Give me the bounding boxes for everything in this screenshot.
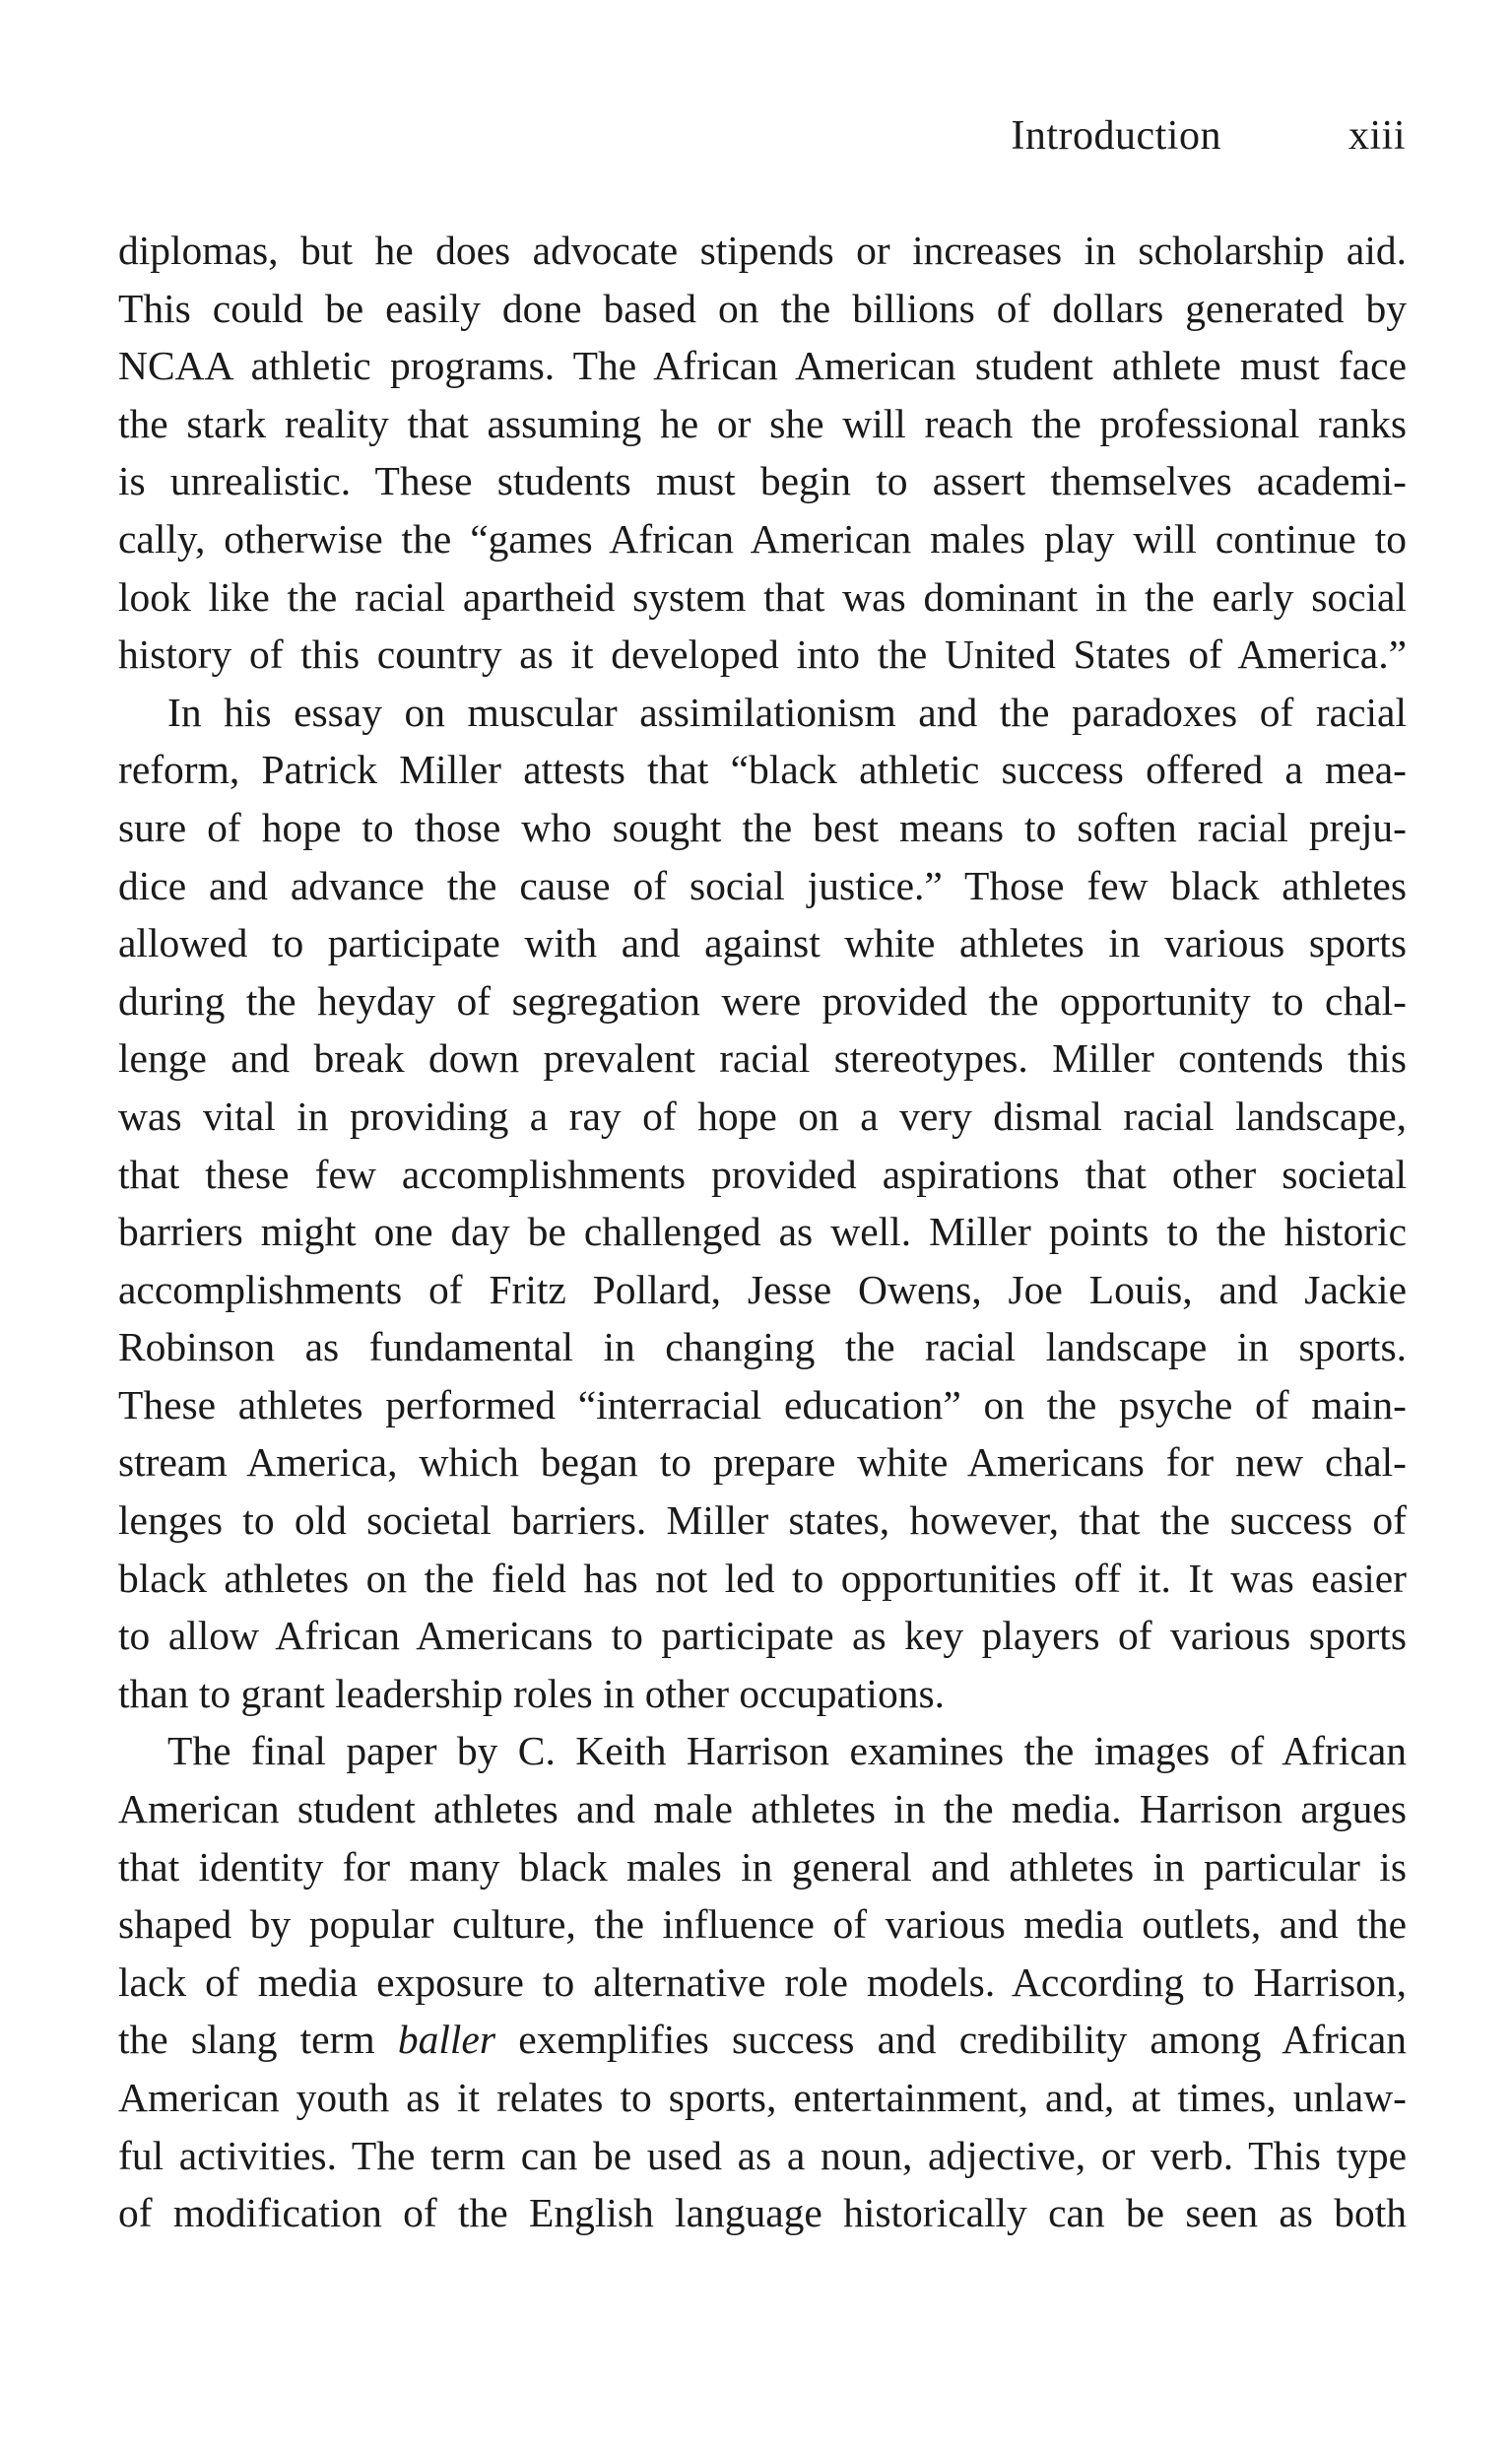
text-line: accomplishments of Fritz Pollard, Jesse Owens, Joe Louis, and Jackie xyxy=(118,1266,1407,1312)
text-line: In his essay on muscular assimilationism and the paradoxes of racial xyxy=(167,689,1407,735)
running-head xyxy=(1011,110,1406,162)
text-line: These athletes performed “interracial education” on the psyche of main- xyxy=(118,1381,1407,1427)
text-line: The final paper by C. Keith Harrison examines the images of African xyxy=(167,1728,1407,1774)
paragraph-1 xyxy=(118,222,1407,684)
text-line: reform, Patrick Miller attests that “black athletic success offered a mea- xyxy=(118,747,1407,793)
text-line: dice and advance the cause of social justice.” Those few black athletes xyxy=(118,862,1407,908)
text-line: stream America, which began to prepare white Americans for new chal- xyxy=(118,1439,1407,1486)
page-number: xiii xyxy=(1348,113,1406,159)
text-line: NCAA athletic programs. The African American student athlete must face xyxy=(118,343,1407,389)
text-line: shaped by popular culture, the influence of various media outlets, and the xyxy=(118,1901,1407,1948)
text-line: is unrealistic. These students must begin to assert themselves academi- xyxy=(118,458,1407,504)
text-line: cally, otherwise the “games African American males play will continue to xyxy=(118,515,1407,562)
text-line: was vital in providing a ray of hope on a very dismal racial landscape, xyxy=(118,1093,1407,1139)
text-line: look like the racial apartheid system that was dominant in the early social xyxy=(118,573,1407,620)
text-line: lenges to old societal barriers. Miller states, however, that the success of xyxy=(118,1497,1407,1544)
text-line: lack of media exposure to alternative role models. According to Harrison, xyxy=(118,1958,1407,2005)
text-line: during the heyday of segregation were provided the opportunity to chal- xyxy=(118,977,1407,1024)
text-line: the stark reality that assuming he or she will reach the professional ranks xyxy=(118,400,1407,446)
text-line: that these few accomplishments provided aspirations that other societal xyxy=(118,1151,1407,1197)
text-line: American student athletes and male athletes in the media. Harrison argues xyxy=(118,1786,1407,1832)
text-line: diplomas, but he does advocate stipends or increases in scholarship aid. xyxy=(118,228,1407,273)
text-line: This could be easily done based on the billions of dollars generated by xyxy=(118,285,1407,331)
text-line: American youth as it relates to sports, entertainment, and, at times, unlaw- xyxy=(118,2075,1407,2120)
text-line: to allow African Americans to participate as key players of various sports xyxy=(118,1613,1407,1659)
text-line: ful activities. The term can be used as a noun, adjective, or verb. This type xyxy=(118,2132,1407,2178)
running-head-title: Introduction xyxy=(1011,113,1221,159)
text-line: allowed to participate with and against white athletes in various sports xyxy=(118,920,1407,966)
text-segment: exemplifies success and credibility among African xyxy=(495,2017,1407,2063)
text-line: history of this country as it developed into the United States of America.” xyxy=(118,631,1407,678)
text-line: than to grant leadership roles in other occupations. xyxy=(118,1670,945,1716)
text-line: Robinson as fundamental in changing the racial landscape in sports. xyxy=(118,1324,1407,1370)
text-line: of modification of the English language historically can be seen as both xyxy=(118,2190,1407,2236)
paragraph-2 xyxy=(118,684,1407,1723)
text-line: sure of hope to those who sought the best means to soften racial preju- xyxy=(118,804,1407,850)
body-text xyxy=(118,222,1407,2242)
text-line: black athletes on the field has not led to opportunities off it. It was easier xyxy=(118,1555,1407,1601)
italic-term: baller xyxy=(397,2017,496,2063)
paragraph-3 xyxy=(118,1722,1407,2241)
text-line: lenge and break down prevalent racial stereotypes. Miller contends this xyxy=(118,1035,1407,1082)
text-segment: the slang term xyxy=(118,2017,398,2063)
text-line: that identity for many black males in general and athletes in particular is xyxy=(118,1843,1407,1890)
text-line: barriers might one day be challenged as well. Miller points to the historic xyxy=(118,1209,1407,1255)
text-line-with-italic xyxy=(118,2011,1407,2069)
